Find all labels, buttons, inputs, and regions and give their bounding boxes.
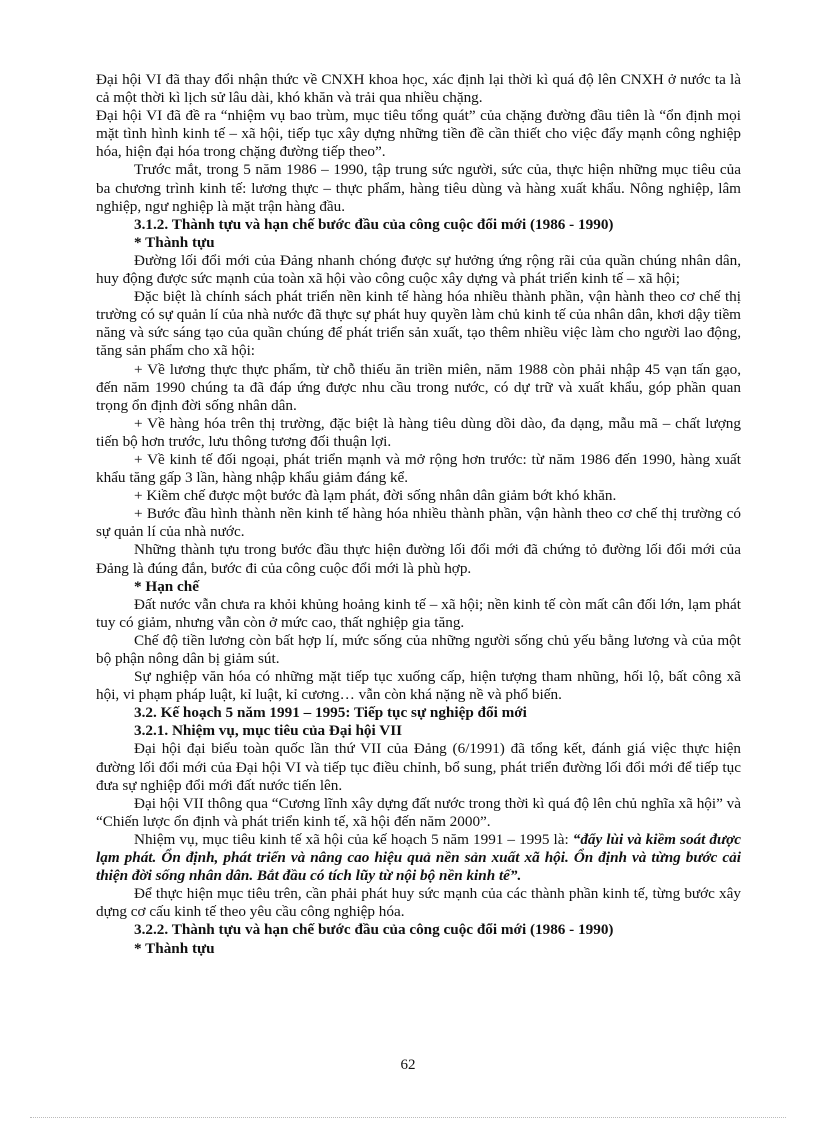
paragraph-with-emphasis [96, 831, 741, 885]
paragraph-lead-text: Nhiệm vụ, mục tiêu kinh tế xã hội của kế hoạch 5 năm 1991 – 1995 là: [134, 830, 573, 848]
paragraph: Sự nghiệp văn hóa có những mặt tiếp tục xuống cấp, hiện tượng tham nhũng, hối lộ, bất công xã hội, vi phạm pháp luật, kỉ luật, kỉ cương… vẫn còn khá nặng nề và phổ biến. [96, 668, 741, 704]
bullet-paragraph: + Kiềm chế được một bước đà lạm phát, đời sống nhân dân giảm bớt khó khăn. [134, 487, 617, 505]
paragraph: Những thành tựu trong bước đầu thực hiện đường lối đổi mới đã chứng tỏ đường lối đổi mới của Đảng là đúng đắn, bước đi của công cuộc đổi mới là phù hợp. [96, 541, 741, 577]
paragraph: Đại hội đại biểu toàn quốc lần thứ VII của Đảng (6/1991) đã tổng kết, đánh giá việc thực hiện đường lối đổi mới của Đại hội VI và tiếp tục điều chỉnh, bổ sung, phát triển đường lối đổi mới để tiếp tục đưa sự nghiệp đổi mới đất nước tiến lên. [96, 740, 741, 794]
paragraph: Đại hội VII thông qua “Cương lĩnh xây dựng đất nước trong thời kì quá độ lên chủ nghĩa xã hội” và “Chiến lược ổn định và phát triển kinh tế, xã hội đến năm 2000”. [96, 794, 741, 830]
paragraph: Để thực hiện mục tiêu trên, cần phải phát huy sức mạnh của các thành phần kinh tế, từng bước xây dựng cơ cấu kinh tế theo yêu cầu công nghiệp hóa. [96, 885, 741, 921]
emphasized-quote: “đẩy lùi và kiềm soát được lạm phát. Ổn định, phát triển và nâng cao hiệu quả nền sản xuất xã hội. Ổn định và từng bước cải thiện đời sống nhân dân. Bắt đầu có tích lũy từ nội bộ nền kinh tế”. [96, 830, 741, 885]
bullet-paragraph: + Về hàng hóa trên thị trường, đặc biệt là hàng tiêu dùng dồi dào, đa dạng, mẫu mã – chất lượng tiến bộ hơn trước, lưu thông tương đối thuận lợi. [96, 414, 741, 450]
document-body [96, 71, 741, 958]
paragraph: Chế độ tiền lương còn bất hợp lí, mức sống của những người sống chủ yếu bằng lương và của một bộ phận nông dân bị giảm sút. [96, 631, 741, 667]
bullet-paragraph: + Về lương thực thực phẩm, từ chỗ thiếu ăn triền miên, năm 1988 còn phải nhập 45 vạn tấn gạo, đến năm 1990 chúng ta đã đáp ứng được nhu cầu trong nước, có dự trữ và xuất khẩu, góp phần quan trọng ổn định đời sống nhân dân. [96, 360, 741, 414]
section-heading: 3.2.2. Thành tựu và hạn chế bước đầu của công cuộc đổi mới (1986 - 1990) [134, 921, 614, 939]
paragraph: Đại hội VI đã đề ra “nhiệm vụ bao trùm, mục tiêu tổng quát” của chặng đường đầu tiên là “ổn định mọi mặt tình hình kinh tế – xã hội, tiếp tục xây dựng những tiền đề cần thiết cho việc đẩy mạnh công nghiệp hóa, hiện đại hóa trong chặng đường tiếp theo”. [96, 107, 741, 161]
section-heading: 3.2. Kế hoạch 5 năm 1991 – 1995: Tiếp tục sự nghiệp đổi mới [134, 704, 527, 722]
section-heading: 3.2.1. Nhiệm vụ, mục tiêu của Đại hội VII [134, 722, 403, 740]
paragraph: Đại hội VI đã thay đổi nhận thức về CNXH khoa học, xác định lại thời kì quá độ lên CNXH ở nước ta là cả một thời kì lịch sử lâu dài, khó khăn và trải qua nhiều chặng. [96, 71, 741, 107]
page-number: 62 [400, 1057, 416, 1073]
subheading: * Hạn chế [134, 577, 199, 595]
subheading: * Thành tựu [134, 939, 215, 957]
bullet-paragraph: + Về kinh tế đối ngoại, phát triển mạnh và mở rộng hơn trước: từ năm 1986 đến 1990, hàng xuất khẩu tăng gấp 3 lần, hàng nhập khẩu giảm đáng kể. [96, 450, 741, 487]
bullet-paragraph: + Bước đầu hình thành nền kinh tế hàng hóa nhiều thành phần, vận hành theo cơ chế thị trường có sự quản lí của nhà nước. [96, 505, 741, 541]
section-heading: 3.1.2. Thành tựu và hạn chế bước đầu của công cuộc đổi mới (1986 - 1990) [134, 215, 614, 233]
footer-divider [30, 1117, 786, 1118]
paragraph: Đường lối đổi mới của Đảng nhanh chóng được sự hưởng ứng rộng rãi của quần chúng nhân dân, huy động được sức mạnh của toàn xã hội vào công cuộc xây dựng và phát triển kinh tế – xã hội; [96, 251, 741, 288]
paragraph: Đặc biệt là chính sách phát triển nền kinh tế hàng hóa nhiều thành phần, vận hành theo cơ chế thị trường có sự quản lí của nhà nước đã thực sự phát huy quyền làm chủ kinh tế của nhân dân, khơi dậy tiềm năng và sức sáng tạo của quần chúng để phát triển sản xuất, tạo thêm nhiều việc làm cho người lao động, tăng sản phẩm cho xã hội: [96, 288, 741, 360]
paragraph: Đất nước vẫn chưa ra khỏi khủng hoảng kinh tế – xã hội; nền kinh tế còn mất cân đối lớn, lạm phát tuy có giảm, nhưng vẫn còn ở mức cao, thất nghiệp gia tăng. [96, 595, 741, 631]
paragraph: Trước mắt, trong 5 năm 1986 – 1990, tập trung sức người, sức của, thực hiện những mục tiêu của ba chương trình kinh tế: lương thực – thực phẩm, hàng tiêu dùng và hàng xuất khẩu. Nông nghiệp, lâm nghiệp, ngư nghiệp là mặt trận hàng đầu. [96, 161, 741, 215]
subheading: * Thành tựu [134, 233, 215, 251]
